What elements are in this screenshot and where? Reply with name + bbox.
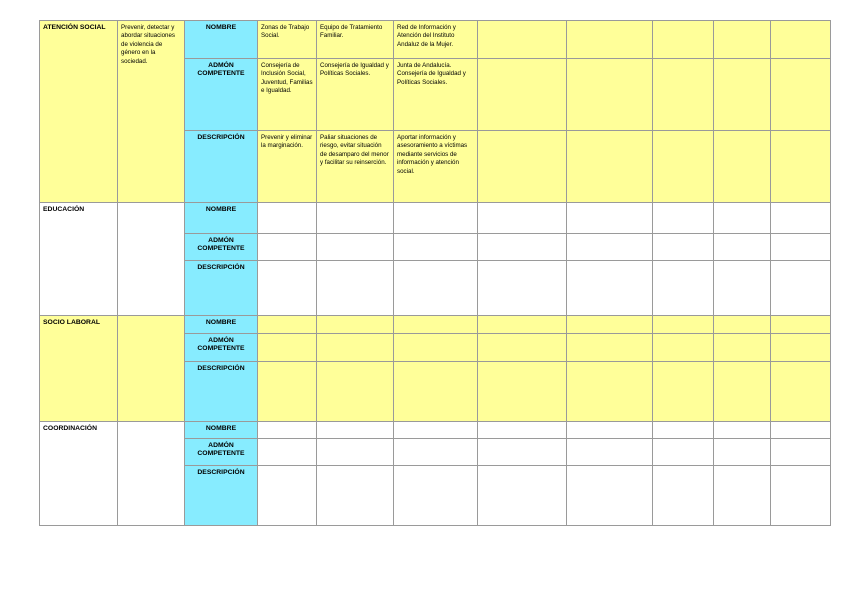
section-area-cell[interactable]: EDUCACIÓN (40, 203, 118, 316)
resource-cell[interactable] (714, 334, 771, 362)
resource-cell[interactable] (317, 234, 394, 261)
resource-cell[interactable]: Paliar situaciones de riesgo, evitar situación de desamparo del menor y facilitar su reinserción. (317, 131, 394, 203)
resource-cell[interactable] (258, 261, 317, 316)
resource-cell[interactable] (771, 21, 831, 59)
resource-cell[interactable] (653, 362, 714, 422)
resource-cell[interactable] (653, 131, 714, 203)
resource-cell[interactable] (394, 422, 478, 439)
resource-cell[interactable] (394, 316, 478, 334)
section-area-cell[interactable]: COORDINACIÓN (40, 422, 118, 526)
field-label-cell[interactable]: DESCRIPCIÓN (185, 131, 258, 203)
resource-cell[interactable] (258, 466, 317, 526)
resource-cell[interactable] (714, 203, 771, 234)
resource-cell[interactable] (394, 203, 478, 234)
resource-cell[interactable] (394, 334, 478, 362)
resource-cell[interactable]: Aportar información y asesoramiento a víctimas mediante servicios de información y atención social. (394, 131, 478, 203)
resource-cell[interactable] (567, 21, 653, 59)
resource-cell[interactable] (653, 21, 714, 59)
resource-cell[interactable] (478, 21, 567, 59)
resource-cell[interactable] (771, 422, 831, 439)
resource-cell[interactable] (317, 203, 394, 234)
resource-cell[interactable] (478, 334, 567, 362)
resource-cell[interactable] (653, 59, 714, 131)
resource-cell[interactable] (478, 466, 567, 526)
resource-cell[interactable] (394, 362, 478, 422)
section-objective-cell[interactable]: Prevenir, detectar y abordar situaciones de violencia de género en la sociedad. (118, 21, 185, 203)
resource-cell[interactable]: Consejería de Inclusión Social, Juventud, Familias e Igualdad. (258, 59, 317, 131)
resource-cell[interactable] (653, 439, 714, 466)
resource-cell[interactable] (317, 362, 394, 422)
field-label-cell[interactable]: NOMBRE (185, 21, 258, 59)
resource-cell[interactable] (394, 234, 478, 261)
resource-cell[interactable]: Zonas de Trabajo Social. (258, 21, 317, 59)
resource-cell[interactable]: Consejería de Igualdad y Políticas Sociales. (317, 59, 394, 131)
resource-cell[interactable] (771, 203, 831, 234)
resource-cell[interactable] (567, 131, 653, 203)
table-body (40, 21, 831, 526)
field-label-cell[interactable]: DESCRIPCIÓN (185, 362, 258, 422)
resource-cell[interactable] (771, 59, 831, 131)
resource-cell[interactable] (714, 59, 771, 131)
resource-cell[interactable] (771, 466, 831, 526)
resource-cell[interactable] (317, 261, 394, 316)
resource-cell[interactable] (567, 203, 653, 234)
resource-cell[interactable] (714, 21, 771, 59)
field-label-cell[interactable]: DESCRIPCIÓN (185, 261, 258, 316)
resource-cell[interactable] (653, 203, 714, 234)
resource-cell[interactable] (771, 261, 831, 316)
field-label-cell[interactable]: ADMÓN COMPETENTE (185, 234, 258, 261)
resource-cell[interactable] (478, 261, 567, 316)
resource-cell[interactable] (317, 334, 394, 362)
resource-cell[interactable] (567, 422, 653, 439)
resource-cell[interactable] (258, 203, 317, 234)
resource-cell[interactable] (771, 334, 831, 362)
resource-cell[interactable]: Equipo de Tratamiento Familiar. (317, 21, 394, 59)
resource-cell[interactable] (567, 334, 653, 362)
section-objective-cell[interactable] (118, 203, 185, 316)
resource-cell[interactable] (567, 234, 653, 261)
resource-cell[interactable] (771, 234, 831, 261)
field-label-cell[interactable]: ADMÓN COMPETENTE (185, 334, 258, 362)
resource-cell[interactable] (394, 439, 478, 466)
resource-cell[interactable] (653, 234, 714, 261)
resource-cell[interactable] (714, 261, 771, 316)
resource-cell[interactable] (478, 316, 567, 334)
resource-cell[interactable] (478, 131, 567, 203)
resource-cell[interactable] (567, 362, 653, 422)
table-row (40, 21, 831, 59)
resource-cell[interactable] (258, 439, 317, 466)
field-label-cell[interactable]: NOMBRE (185, 316, 258, 334)
resource-cell[interactable] (714, 362, 771, 422)
resource-cell[interactable] (653, 466, 714, 526)
resource-cell[interactable]: Junta de Andalucía. Consejería de Igualdad y Políticas Sociales. (394, 59, 478, 131)
resource-cell[interactable] (478, 362, 567, 422)
resource-cell[interactable] (258, 334, 317, 362)
resource-cell[interactable] (258, 422, 317, 439)
resource-cell[interactable] (567, 261, 653, 316)
resource-cell[interactable] (258, 362, 317, 422)
resource-cell[interactable]: Prevenir y eliminar la marginación. (258, 131, 317, 203)
resource-cell[interactable] (567, 439, 653, 466)
resource-cell[interactable] (478, 234, 567, 261)
resource-cell[interactable] (771, 131, 831, 203)
resource-cell[interactable] (394, 261, 478, 316)
resource-cell[interactable] (317, 466, 394, 526)
section-objective-cell[interactable] (118, 316, 185, 422)
resource-cell[interactable] (714, 234, 771, 261)
resource-cell[interactable] (317, 439, 394, 466)
field-label-cell[interactable]: DESCRIPCIÓN (185, 466, 258, 526)
resource-cell[interactable] (394, 466, 478, 526)
resource-cell[interactable] (567, 466, 653, 526)
section-area-cell[interactable]: ATENCIÓN SOCIAL (40, 21, 118, 203)
field-label-cell[interactable]: ADMÓN COMPETENTE (185, 59, 258, 131)
field-label-cell[interactable]: NOMBRE (185, 422, 258, 439)
section-objective-cell[interactable] (118, 422, 185, 526)
resource-cell[interactable] (653, 422, 714, 439)
resources-table (39, 20, 831, 526)
table-row (40, 422, 831, 439)
resource-cell[interactable] (567, 316, 653, 334)
resource-cell[interactable] (317, 316, 394, 334)
resource-cell[interactable] (714, 316, 771, 334)
resource-cell[interactable] (478, 439, 567, 466)
field-label-cell[interactable]: NOMBRE (185, 203, 258, 234)
field-label-cell[interactable]: ADMÓN COMPETENTE (185, 439, 258, 466)
resource-cell[interactable] (714, 466, 771, 526)
resource-cell[interactable] (714, 131, 771, 203)
resource-cell[interactable] (258, 234, 317, 261)
resource-cell[interactable] (771, 316, 831, 334)
section-area-cell[interactable]: SOCIO LABORAL (40, 316, 118, 422)
resource-cell[interactable] (771, 439, 831, 466)
resource-cell[interactable] (771, 362, 831, 422)
resource-cell[interactable] (567, 59, 653, 131)
resource-cell[interactable] (714, 422, 771, 439)
resource-cell[interactable] (478, 422, 567, 439)
resource-cell[interactable] (317, 422, 394, 439)
resource-cell[interactable] (478, 203, 567, 234)
table-row (40, 203, 831, 234)
resource-cell[interactable] (653, 334, 714, 362)
resource-cell[interactable] (258, 316, 317, 334)
resource-cell[interactable] (714, 439, 771, 466)
resource-cell[interactable] (478, 59, 567, 131)
resource-cell[interactable] (653, 261, 714, 316)
table-row (40, 316, 831, 334)
resource-cell[interactable]: Red de Información y Atención del Instituto Andaluz de la Mujer. (394, 21, 478, 59)
resource-cell[interactable] (653, 316, 714, 334)
